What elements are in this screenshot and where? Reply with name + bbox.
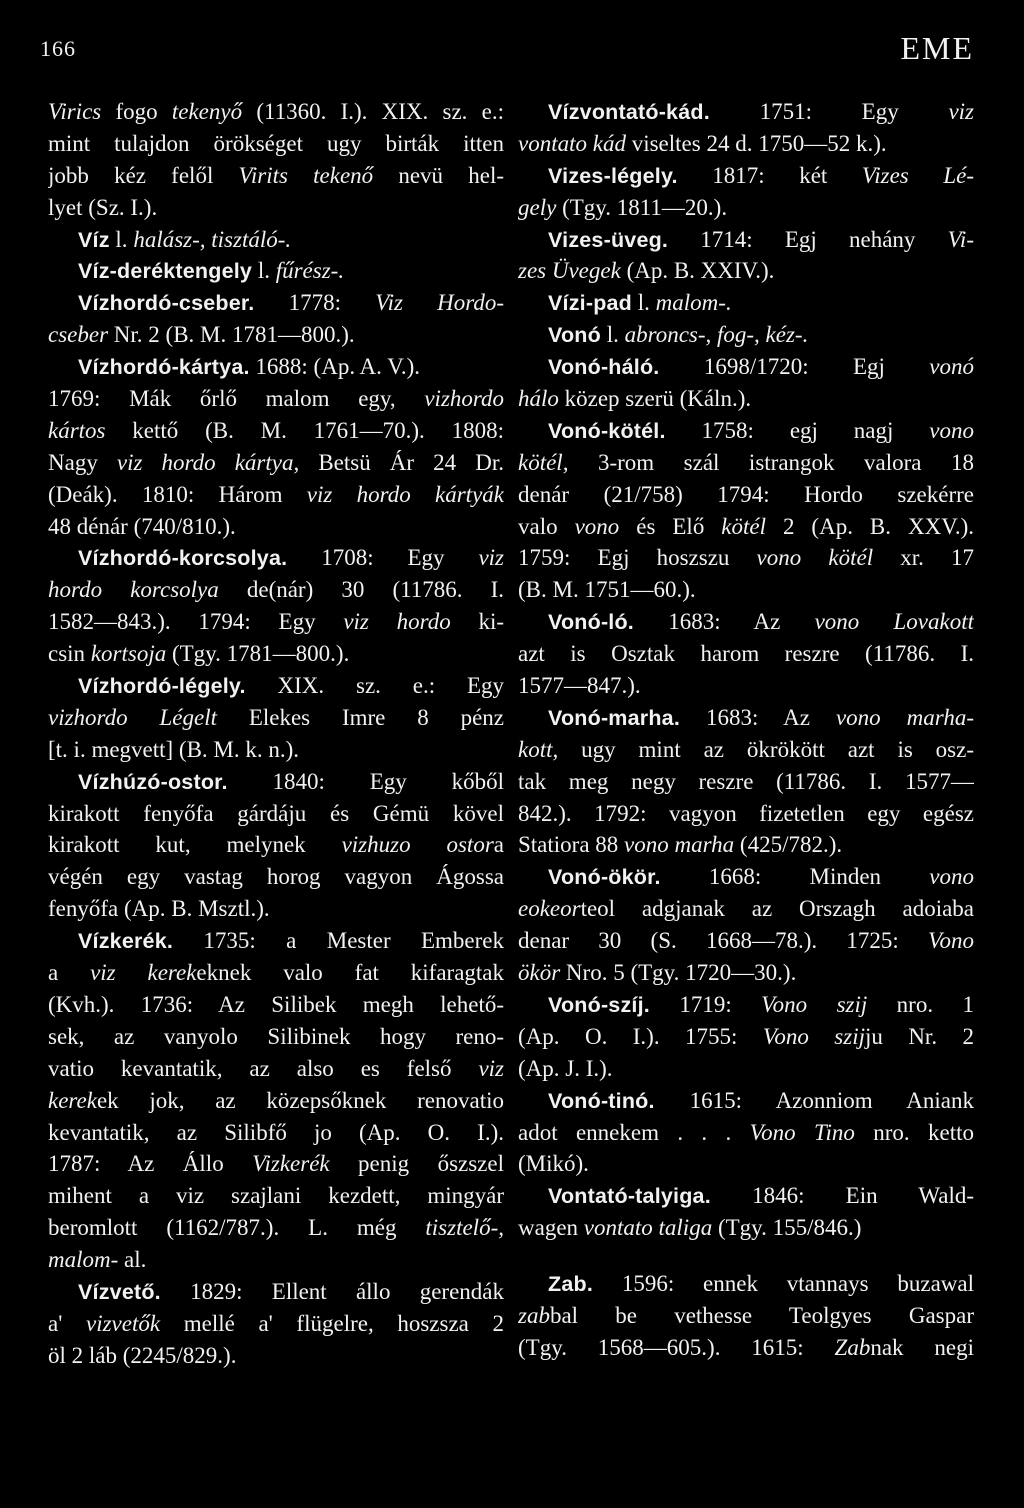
italic-text: vizhuzo ostor (341, 832, 494, 858)
text-line (48, 670, 504, 702)
text-line (48, 192, 504, 224)
text-line (518, 893, 974, 925)
text-line (518, 1300, 974, 1332)
entry-gap (518, 1244, 974, 1268)
body-text: Nro. 5 (Tgy. 1720—30.). (560, 960, 797, 986)
text-line (518, 1212, 974, 1244)
italic-text: malom-. (655, 290, 732, 316)
text-line (518, 798, 974, 830)
text-line (48, 415, 504, 447)
text-line (48, 319, 504, 351)
body-text: tak meg negy reszre (11786. I. 1577— (518, 768, 974, 794)
headword: Vízhúzó-ostor. (78, 769, 228, 794)
italic-text: vono marha (624, 832, 735, 858)
text-line (48, 1340, 504, 1372)
italic-text: vizhordo (424, 386, 504, 412)
text-line (48, 1276, 504, 1308)
body-text: 1668: Minden (660, 864, 930, 890)
text-line (48, 702, 504, 734)
headword: Vízhordó-kártya. (78, 355, 250, 380)
body-text: 1751: Egy (709, 99, 949, 124)
text-line (48, 479, 504, 511)
body-text: 2 (Ap. B. XXV.). (766, 513, 974, 539)
text-line (518, 989, 974, 1021)
body-text: 48 dénár (740/810.). (48, 513, 236, 539)
italic-text: Virits tekenő (238, 162, 374, 188)
body-text: mellé a' flügelre, hoszsza 2 (160, 1310, 504, 1336)
body-text: [t. i. megvett] (B. M. k. n.). (48, 736, 300, 762)
italic-text: viz (478, 545, 504, 571)
italic-text: viz hordo kártya, (116, 449, 300, 475)
italic-text: vono kötél (756, 545, 874, 571)
headword: Vonó-ökör. (548, 865, 661, 890)
text-line (518, 319, 974, 351)
body-text: kirakott kut, melynek (48, 832, 342, 858)
text-line (48, 1308, 504, 1340)
italic-text: hordo korcsolya (48, 577, 219, 603)
body-text: viseltes 24 d. 1750—52 k.). (625, 130, 887, 156)
italic-text: Vono szij (761, 991, 868, 1017)
body-text: wagen (518, 1215, 584, 1241)
body-text: Nr. 2 (B. M. 1781—800.). (108, 322, 355, 348)
headword: Vízkerék. (78, 929, 174, 954)
text-line (48, 798, 504, 830)
body-text: a (48, 960, 91, 986)
text-line (518, 734, 974, 766)
text-line (48, 447, 504, 479)
text-line (518, 861, 974, 893)
italic-text: vono (929, 864, 974, 890)
italic-text: viz hordo kártyák (306, 481, 504, 507)
body-text: (Kvh.). 1736: Az Silibek megh lehető- (48, 991, 504, 1017)
text-line (48, 1212, 504, 1244)
body-text: jobb kéz felől (48, 162, 239, 188)
text-line (518, 1268, 974, 1300)
body-text: 1582—843.). 1794: Egy (48, 609, 344, 635)
body-text: beromlott (1162/787.). L. még (48, 1215, 426, 1241)
body-text: (Ap. J. I.). (518, 1055, 613, 1081)
body-text: bal be vethesse Teolgyes Gaspar (549, 1302, 974, 1328)
body-text: penig őszszel (329, 1151, 504, 1177)
headword: Vízhordó-korcsolya. (78, 546, 288, 571)
text-line (518, 160, 974, 192)
text-line (48, 224, 504, 256)
body-text: nak negi (870, 1334, 974, 1360)
headword: Vízhordó-légely. (78, 674, 246, 699)
text-line (48, 511, 504, 543)
headword: Vontató-talyiga. (548, 1184, 711, 1209)
headword: Vízvontató-kád. (548, 100, 710, 124)
text-line (48, 1085, 504, 1117)
text-line (48, 734, 504, 766)
text-line (518, 192, 974, 224)
italic-text: vizvetők (86, 1310, 161, 1336)
italic-text: kortsoja (90, 641, 167, 667)
text-line (48, 1053, 504, 1085)
text-line (48, 1021, 504, 1053)
italic-text: eokeor (518, 896, 581, 922)
italic-text: Vono Tino (749, 1119, 855, 1145)
body-text: 1596: ennek vtannays buzawal (593, 1271, 974, 1297)
body-text: öl 2 láb (2245/829.). (48, 1342, 237, 1368)
body-text: kirakott fenyőfa gárdáju és Gémü kövel (48, 800, 504, 826)
body-text: l. (109, 226, 134, 252)
italic-text: kártos (48, 417, 106, 443)
body-text: l. (632, 290, 656, 316)
text-line (48, 351, 504, 383)
body-text: Elekes Imre 8 pénz (216, 704, 504, 730)
headword: Vonó-szíj. (548, 992, 650, 1017)
text-line (48, 766, 504, 798)
italic-text: cseber (48, 322, 109, 348)
body-text: 1735: a Mester Emberek (173, 928, 504, 954)
text-line (518, 96, 974, 128)
italic-text: ökör (518, 960, 561, 986)
body-text: ek jok, az közepsőknek renovatio (96, 1087, 504, 1113)
body-text: (11360. I.). XIX. sz. e.: (242, 99, 504, 124)
text-line (518, 1148, 974, 1180)
text-line (48, 829, 504, 861)
italic-text: Zab (834, 1334, 871, 1360)
text-line (518, 638, 974, 670)
right-column (518, 96, 974, 1364)
body-text: 1829: Ellent állo gerendák (160, 1278, 504, 1304)
body-text: (Tgy. 1568—605.). 1615: (518, 1334, 835, 1360)
text-line (48, 160, 504, 192)
italic-text: halász-, tisztáló-. (133, 226, 292, 252)
headword: Zab. (548, 1272, 593, 1297)
body-text: (Tgy. 1811—20.). (556, 194, 728, 220)
headword: Vonó-kötél. (548, 418, 666, 443)
body-text: 1758: egj nagj (665, 417, 930, 443)
body-text: l. (600, 322, 625, 348)
italic-text: Vizkerék (252, 1151, 330, 1177)
text-line (518, 606, 974, 638)
text-line (48, 861, 504, 893)
body-text: 1769: Mák őrlő malom egy, (48, 386, 425, 412)
text-line (48, 574, 504, 606)
text-line (518, 287, 974, 319)
text-line (518, 957, 974, 989)
body-text: XIX. sz. e.: Egy (245, 673, 504, 699)
text-line (48, 287, 504, 319)
text-line (48, 1244, 504, 1276)
italic-text: tekenyő (171, 99, 243, 124)
body-text: nevü hel- (373, 162, 504, 188)
italic-text: viz (478, 1055, 504, 1081)
text-line (518, 1085, 974, 1117)
text-line (518, 224, 974, 256)
italic-text: Vizes Lé- (861, 162, 974, 188)
body-text: 1840: Egy kőből (227, 768, 504, 794)
text-line (518, 1332, 974, 1364)
body-text: azt is Osztak harom reszre (11786. I. (518, 641, 974, 667)
body-text: nro. 1 (867, 991, 974, 1017)
text-line (518, 1053, 974, 1085)
body-text: denar 30 (S. 1668—78.). 1725: (518, 928, 928, 954)
italic-text: zes Üvegek (518, 258, 621, 284)
text-line (48, 893, 504, 925)
text-line (518, 511, 974, 543)
body-text: 3-rom szál istrangok valora 18 (568, 449, 974, 475)
body-text: adot ennekem . . . (518, 1119, 750, 1145)
headword: Vonó (548, 323, 601, 348)
text-line (48, 957, 504, 989)
body-text: 1577—847.). (518, 673, 641, 699)
italic-text: gely (518, 194, 557, 220)
body-text: xr. 17 (873, 545, 974, 571)
text-line (48, 989, 504, 1021)
body-text: lyet (Sz. I.). (48, 194, 158, 220)
text-line (518, 383, 974, 415)
italic-text: Virics (48, 99, 102, 124)
text-line (48, 383, 504, 415)
body-text: nro. ketto (854, 1119, 974, 1145)
text-line (518, 255, 974, 287)
text-line (518, 1180, 974, 1212)
body-text: sek, az vanyolo Silibinek hogy reno- (48, 1023, 504, 1049)
body-text: 1817: két (677, 162, 862, 188)
body-text: (Tgy. 1781—800.). (166, 641, 350, 667)
text-line (518, 447, 974, 479)
body-text: ki- (450, 609, 504, 635)
body-text: közep szerü (Káln.). (558, 386, 752, 412)
text-line (518, 574, 974, 606)
text-line (48, 1117, 504, 1149)
headword: Víz-deréktengely (78, 259, 253, 284)
body-text: vatio kevantatik, az also es felső (48, 1055, 479, 1081)
text-line (518, 128, 974, 160)
body-text: de(nár) 30 (11786. I. (218, 577, 504, 603)
body-text: kevantatik, az Silibfő jo (Ap. O. I.). (48, 1119, 504, 1145)
body-text: kettő (B. M. 1761—70.). 1808: (105, 417, 504, 443)
italic-text: kötél (721, 513, 766, 539)
body-text: eknek valo fat kifaragtak (196, 960, 504, 986)
running-head: EME (900, 30, 974, 66)
text-line (48, 542, 504, 574)
body-text: Nagy (48, 449, 117, 475)
italic-text: viz kerek (90, 960, 197, 986)
italic-text: hálo (518, 386, 559, 412)
body-text: ugy mint az ökrökött azt is osz- (558, 736, 974, 762)
body-text: és Elő (619, 513, 722, 539)
body-text: valo (518, 513, 575, 539)
italic-text: vizhordo Légelt (48, 704, 217, 730)
body-text: 1719: (649, 991, 762, 1017)
headword: Vonó-marha. (548, 705, 681, 730)
body-text: 1698/1720: Egj (659, 354, 930, 380)
body-text: Statiora 88 (518, 832, 625, 858)
body-text: teol adgjanak az Orszagh adoiaba (580, 896, 974, 922)
body-text: 1688: (Ap. A. V.). (249, 354, 421, 380)
text-line (518, 479, 974, 511)
page-number: 166 (40, 36, 76, 61)
body-text: végén egy vastag horog vagyon Ágossa (48, 864, 504, 890)
text-line (518, 670, 974, 702)
body-text: denár (21/758) 1794: Hordo szekérre (518, 481, 974, 507)
body-text: 1708: Egy (287, 545, 479, 571)
italic-text: vono marha- (835, 704, 974, 730)
headword: Víz (78, 227, 110, 252)
body-text: 1759: Egj hoszszu (518, 545, 757, 571)
italic-text: malom- (48, 1247, 119, 1273)
body-text: (Ap. O. I.). 1755: (518, 1023, 763, 1049)
headword: Vonó-ló. (548, 610, 634, 635)
headword: Vonó-háló. (548, 355, 660, 380)
text-line (518, 766, 974, 798)
text-line (48, 96, 504, 128)
italic-text: fűrész-. (275, 258, 345, 284)
text-line (48, 638, 504, 670)
body-text: ju Nr. 2 (864, 1023, 974, 1049)
text-line (48, 606, 504, 638)
italic-text: Vono (928, 928, 974, 954)
italic-text: kott, (518, 736, 559, 762)
text-line (48, 925, 504, 957)
italic-text: kötél, (518, 449, 569, 475)
text-line (518, 415, 974, 447)
italic-text: vono Lovakott (814, 609, 974, 635)
body-text: mihent a viz szajlani kezdett, mingyár (48, 1183, 504, 1209)
text-line (518, 702, 974, 734)
body-text: 1787: Az Állo (48, 1151, 253, 1177)
headword: Vizes-üveg. (548, 227, 669, 252)
text-line (518, 925, 974, 957)
italic-text: tisztelő-, (425, 1215, 504, 1241)
body-text: a' (48, 1310, 86, 1336)
body-text: l. (252, 258, 276, 284)
body-text: 842.). 1792: vagyon fizetetlen egy egész (518, 800, 974, 826)
text-line (48, 1148, 504, 1180)
italic-text: vontato taliga (583, 1215, 713, 1241)
body-text: (Tgy. 155/846.) (712, 1215, 862, 1241)
italic-text: kerek (48, 1087, 97, 1113)
body-text: fenyőfa (Ap. B. Msztl.). (48, 896, 270, 922)
body-text: csin (48, 641, 91, 667)
headword: Vízhordó-cseber. (78, 291, 255, 316)
text-line (518, 1021, 974, 1053)
body-text: (Deák). 1810: Három (48, 481, 307, 507)
italic-text: viz hordo (343, 609, 451, 635)
body-text: al. (118, 1247, 147, 1273)
body-text: (B. M. 1751—60.). (518, 577, 696, 603)
headword: Vízvető. (78, 1279, 161, 1304)
italic-text: Vi- (947, 226, 974, 252)
text-line (48, 128, 504, 160)
body-text: mint tulajdon örökséget ugy birták itten (48, 130, 504, 156)
text-line (48, 255, 504, 287)
text-line (48, 1180, 504, 1212)
text-line (518, 1117, 974, 1149)
italic-text: viz (948, 99, 974, 124)
body-text: fogo (101, 99, 172, 124)
headword: Vizes-légely. (548, 163, 678, 188)
italic-text: Viz Hordo- (375, 290, 504, 316)
body-text: 1846: Ein Wald- (710, 1183, 974, 1209)
left-column (48, 96, 504, 1372)
italic-text: vonó (929, 354, 974, 380)
body-text: Betsü Ár 24 Dr. (299, 449, 504, 475)
body-text: 1683: Az (633, 609, 815, 635)
body-text: 1615: Azonniom Aniank (654, 1087, 974, 1113)
text-line (518, 542, 974, 574)
body-text: a (493, 832, 504, 858)
italic-text: Vono szij (762, 1023, 865, 1049)
text-line (518, 829, 974, 861)
body-text: (Mikó). (518, 1151, 589, 1177)
italic-text: vono (574, 513, 620, 539)
italic-text: vono (929, 417, 974, 443)
body-text: (425/782.). (734, 832, 843, 858)
italic-text: abroncs-, fog-, kéz-. (624, 322, 809, 348)
italic-text: zab (518, 1302, 550, 1328)
body-text: 1778: (254, 290, 376, 316)
headword: Vonó-tinó. (548, 1088, 655, 1113)
body-text: 1714: Egj nehány (668, 226, 948, 252)
body-text: (Ap. B. XXIV.). (620, 258, 775, 284)
headword: Vízi-pad (548, 291, 633, 316)
italic-text: vontato kád (518, 130, 626, 156)
body-text: 1683: Az (680, 704, 836, 730)
text-line (518, 351, 974, 383)
